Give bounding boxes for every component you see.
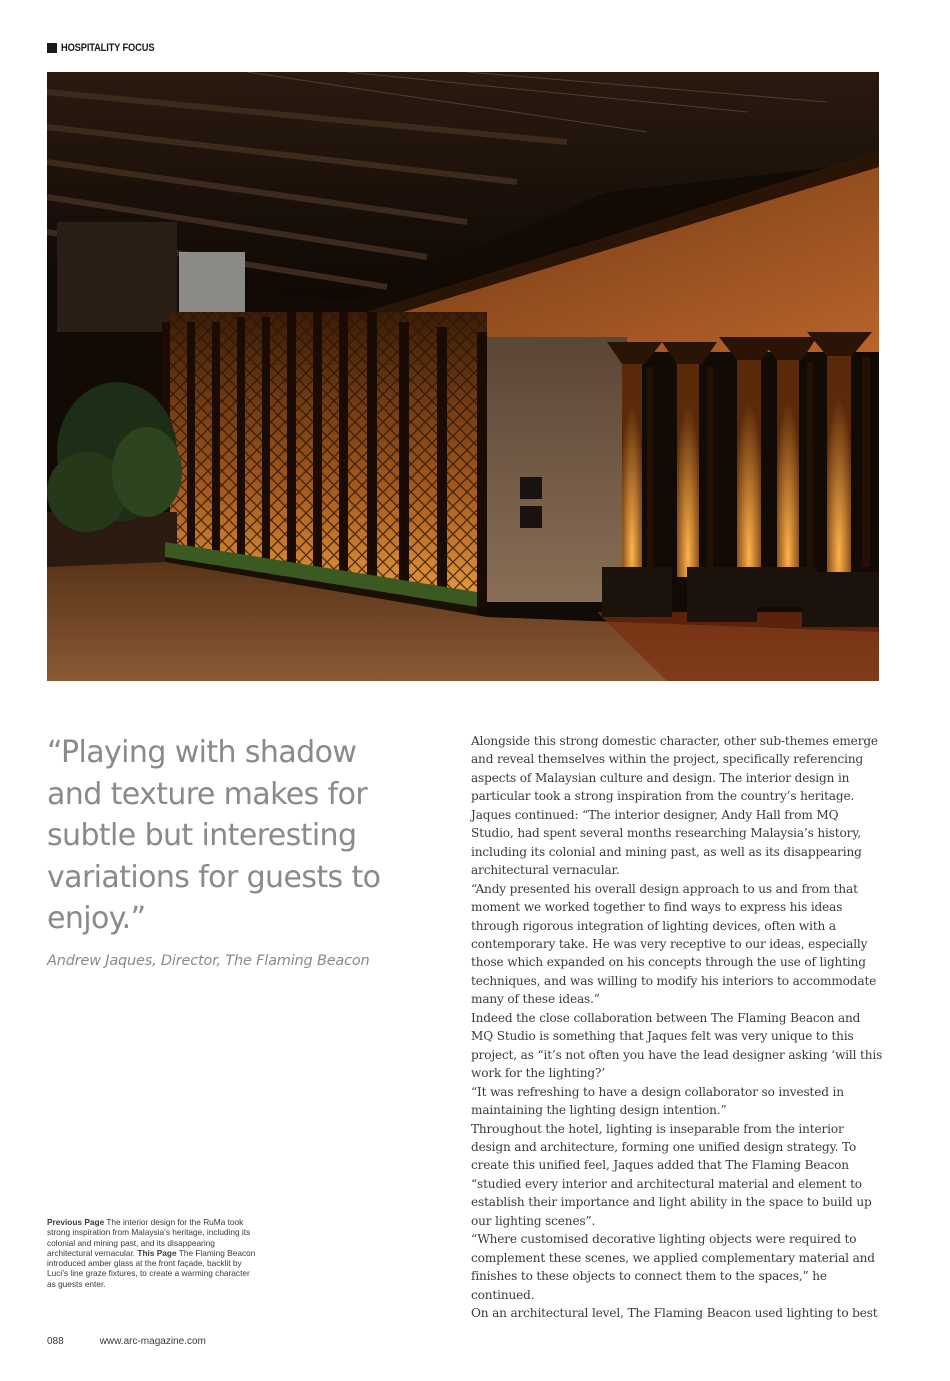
article-body: [471, 732, 883, 1323]
body-paragraph: Alongside this strong domestic character, other sub-themes emerge and reveal themselves within the project, specifically referencing aspects of Malaysian culture and design. The interior design in particular took a strong inspiration from the country’s heritage.: [471, 734, 878, 804]
body-paragraph: “Andy presented his overall design approach to us and from that moment we worked together to find ways to express his ideas through rigorous integration of lighting devices, often with a contemporary take. He was very receptive to our ideas, especially those which expanded on his concepts through the use of lighting techniques, and was willing to modify his interiors to accommodate many of these ideas.”: [471, 881, 877, 1007]
photo-caption: [47, 1217, 257, 1289]
quote-attribution: Andrew Jaques, Director, The Flaming Beacon: [47, 953, 370, 969]
section-title: HOSPITALITY FOCUS: [61, 42, 155, 54]
body-paragraph: Throughout the hotel, lighting is inseparable from the interior design and architecture, forming one unified design strategy. To create this unified feel, Jaques added that The Flaming Beacon “studied every interior and architectural material and element to establish their importance and light ability in the space to build up our lighting scenes”.: [471, 1121, 872, 1228]
page-footer: [47, 1336, 206, 1347]
body-paragraph: “Where customised decorative lighting objects were required to complement these scenes, we applied complementary material and finishes to these objects to connect them to the spaces,” he continued.: [471, 1232, 875, 1302]
body-paragraph: “It was refreshing to have a design collaborator so invested in maintaining the lighting design intention.”: [471, 1084, 844, 1118]
website-link[interactable]: www.arc-magazine.com: [99, 1336, 206, 1347]
caption-this-label: This Page: [137, 1247, 177, 1258]
caption-this-text: The Flaming Beacon introduced amber glass at the front façade, backlit by Luci’s line graze fixtures, to create a warming character as guests enter.: [47, 1247, 256, 1289]
section-square-icon: [47, 43, 57, 53]
body-paragraph: On an architectural level, The Flaming Beacon used lighting to best: [471, 1306, 878, 1321]
section-tag: [47, 40, 171, 56]
body-paragraph: Indeed the close collaboration between The Flaming Beacon and MQ Studio is something that Jaques felt was very unique to this project, as “it’s not often you have the lead designer asking ‘will this work for the lighting?’: [471, 1010, 883, 1081]
hero-photo: [47, 72, 879, 681]
caption-prev-text: The interior design for the RuMa took strong inspiration from Malaysia’s heritage, including its colonial and mining past, and its disappearing architectural vernacular.: [47, 1217, 251, 1258]
body-paragraph: Jaques continued: “The interior designer, Andy Hall from MQ Studio, had spent several months researching Malaysia’s history, including its colonial and mining past, as well as its disappearing architectural vernacular.: [471, 807, 862, 878]
page-number: 088: [47, 1336, 64, 1347]
pull-quote: “Playing with shadow and texture makes for subtle but interesting variations for guests to enjoy.”: [47, 735, 381, 936]
caption-prev-label: Previous Page: [47, 1217, 105, 1227]
